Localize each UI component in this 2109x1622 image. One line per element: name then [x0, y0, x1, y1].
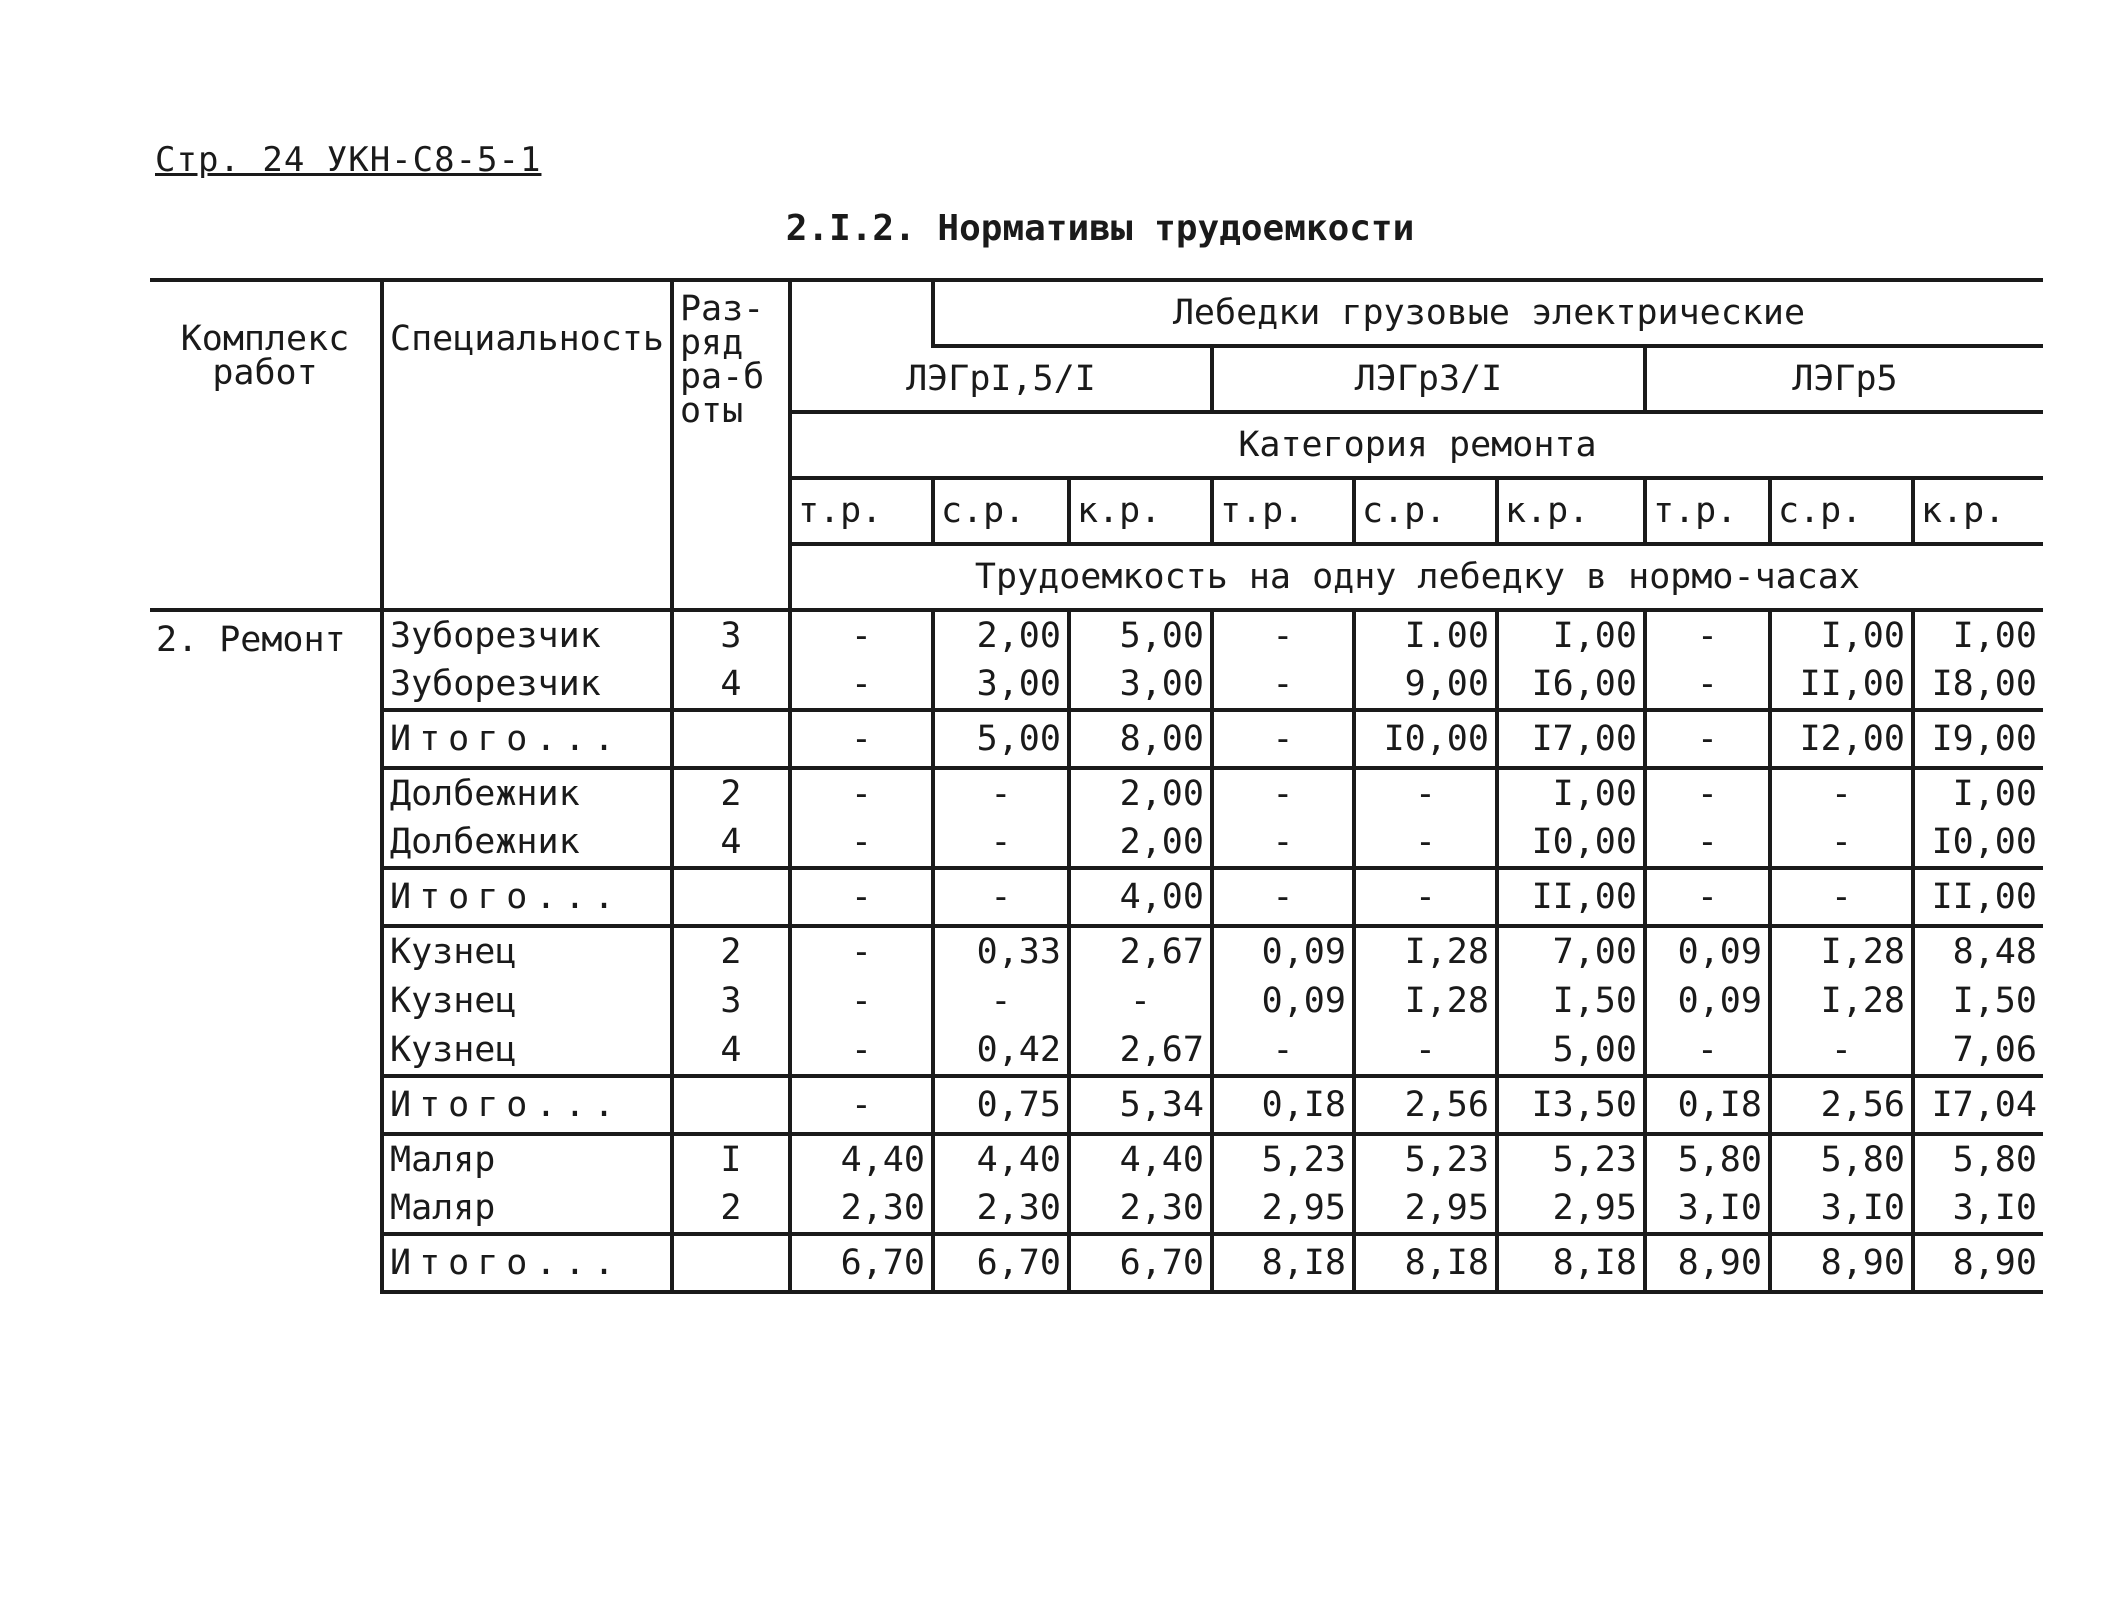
value-cell: I.00	[1354, 610, 1497, 660]
total-value-cell: 8,00	[1069, 710, 1212, 768]
value-cell: I,00	[1770, 610, 1913, 660]
grade-cell: 3	[672, 976, 790, 1026]
grade-cell: 3	[672, 610, 790, 660]
value-cell: -	[790, 610, 933, 660]
value-cell: -	[1212, 660, 1354, 710]
value-cell: 5,23	[1212, 1134, 1354, 1184]
value-cell: 2,30	[933, 1184, 1069, 1234]
value-cell: -	[790, 660, 933, 710]
value-cell: -	[790, 768, 933, 818]
table-row	[150, 926, 2043, 976]
grade-cell: 4	[672, 660, 790, 710]
value-cell: I,28	[1354, 926, 1497, 976]
total-value-cell: 8,90	[1770, 1234, 1913, 1292]
value-cell: 3,I0	[1645, 1184, 1770, 1234]
model-header-1: ЛЭГрI,5/I	[790, 346, 1212, 412]
value-cell: -	[1645, 660, 1770, 710]
value-cell: 4,40	[790, 1134, 933, 1184]
value-cell: I,28	[1770, 976, 1913, 1026]
value-cell: 3,I0	[1770, 1184, 1913, 1234]
value-cell: 2,95	[1212, 1184, 1354, 1234]
model-header-3: ЛЭГр5	[1645, 346, 2043, 412]
total-value-cell: 6,70	[790, 1234, 933, 1292]
specialty-cell: Кузнец	[382, 1026, 672, 1076]
value-cell: -	[1212, 1026, 1354, 1076]
specialty-header: Специальность	[382, 280, 672, 610]
total-row	[150, 1076, 2043, 1134]
value-cell: -	[1645, 610, 1770, 660]
value-cell: -	[1212, 818, 1354, 868]
value-cell: 5,23	[1354, 1134, 1497, 1184]
value-cell: 5,00	[1497, 1026, 1645, 1076]
value-cell: I,00	[1913, 768, 2043, 818]
value-cell: 2,30	[790, 1184, 933, 1234]
total-value-cell: 8,90	[1913, 1234, 2043, 1292]
grade-cell: 2	[672, 1184, 790, 1234]
total-value-cell: 5,34	[1069, 1076, 1212, 1134]
value-cell: 4,40	[933, 1134, 1069, 1184]
value-cell: 2,30	[1069, 1184, 1212, 1234]
specialty-cell: Долбежник	[382, 818, 672, 868]
value-cell: 5,80	[1645, 1134, 1770, 1184]
category-header: к.р.	[1913, 478, 2043, 544]
value-cell: -	[1645, 1026, 1770, 1076]
total-value-cell: 8,I8	[1212, 1234, 1354, 1292]
value-cell: -	[1645, 818, 1770, 868]
value-cell: 2,67	[1069, 926, 1212, 976]
value-cell: 0,09	[1645, 976, 1770, 1026]
table-row	[150, 768, 2043, 818]
table-row	[150, 1026, 2043, 1076]
specialty-cell: Долбежник	[382, 768, 672, 818]
value-cell: 0,09	[1645, 926, 1770, 976]
value-cell: 2,00	[933, 610, 1069, 660]
grade-cell: I	[672, 1134, 790, 1184]
table-row	[150, 976, 2043, 1026]
value-cell: I0,00	[1913, 818, 2043, 868]
value-cell: I,28	[1354, 976, 1497, 1026]
value-cell: -	[790, 976, 933, 1026]
value-cell: -	[1212, 768, 1354, 818]
total-value-cell: I2,00	[1770, 710, 1913, 768]
value-cell: -	[1770, 818, 1913, 868]
category-header: к.р.	[1497, 478, 1645, 544]
value-cell: I8,00	[1913, 660, 2043, 710]
grade-cell-empty	[672, 868, 790, 926]
total-label: Итого...	[382, 868, 672, 926]
category-header: т.р.	[790, 478, 933, 544]
total-row	[150, 710, 2043, 768]
header-blank	[790, 280, 933, 346]
total-value-cell: 2,56	[1770, 1076, 1913, 1134]
value-cell: -	[1354, 818, 1497, 868]
value-cell: 2,00	[1069, 768, 1212, 818]
table-row	[150, 818, 2043, 868]
total-value-cell: I3,50	[1497, 1076, 1645, 1134]
total-label: Итого...	[382, 1076, 672, 1134]
total-value-cell: I7,00	[1497, 710, 1645, 768]
grade-header: Раз-ряд ра-боты	[672, 280, 790, 610]
category-header: с.р.	[933, 478, 1069, 544]
total-value-cell: 2,56	[1354, 1076, 1497, 1134]
grade-cell-empty	[672, 1234, 790, 1292]
specialty-cell: Маляр	[382, 1134, 672, 1184]
value-cell: 3,00	[1069, 660, 1212, 710]
value-cell: 9,00	[1354, 660, 1497, 710]
category-header: т.р.	[1212, 478, 1354, 544]
specialty-cell: Кузнец	[382, 976, 672, 1026]
grade-cell: 4	[672, 1026, 790, 1076]
grade-cell: 2	[672, 768, 790, 818]
total-value-cell: -	[1770, 868, 1913, 926]
value-cell: 5,23	[1497, 1134, 1645, 1184]
value-cell: 4,40	[1069, 1134, 1212, 1184]
total-value-cell: II,00	[1497, 868, 1645, 926]
total-value-cell: 0,75	[933, 1076, 1069, 1134]
page-reference: Стр. 24 УКН-С8-5-1	[155, 140, 542, 180]
value-cell: 2,00	[1069, 818, 1212, 868]
value-cell: I,50	[1497, 976, 1645, 1026]
value-cell: 0,09	[1212, 926, 1354, 976]
table-row	[150, 1184, 2043, 1234]
value-cell: -	[790, 818, 933, 868]
total-value-cell: -	[1645, 710, 1770, 768]
value-cell: -	[1770, 1026, 1913, 1076]
table-row	[150, 610, 2043, 660]
value-cell: -	[933, 768, 1069, 818]
value-cell: 0,42	[933, 1026, 1069, 1076]
total-value-cell: 5,00	[933, 710, 1069, 768]
value-cell: I,00	[1497, 768, 1645, 818]
grade-cell: 2	[672, 926, 790, 976]
specialty-cell: Зуборезчик	[382, 610, 672, 660]
value-cell: -	[1645, 768, 1770, 818]
total-value-cell: -	[1645, 868, 1770, 926]
complex-name: 2. Ремонт	[150, 610, 382, 1292]
value-cell: 3,I0	[1913, 1184, 2043, 1234]
total-value-cell: I7,04	[1913, 1076, 2043, 1134]
total-value-cell: -	[1212, 868, 1354, 926]
value-cell: 3,00	[933, 660, 1069, 710]
total-value-cell: 8,I8	[1354, 1234, 1497, 1292]
total-label: Итого...	[382, 1234, 672, 1292]
total-label: Итого...	[382, 710, 672, 768]
value-cell: 5,00	[1069, 610, 1212, 660]
value-cell: I,00	[1913, 610, 2043, 660]
value-cell: -	[933, 818, 1069, 868]
labor-note-header: Трудоемкость на одну лебедку в нормо-часах	[790, 544, 2043, 610]
complex-header: Комплекс работ	[150, 280, 382, 610]
total-value-cell: 6,70	[933, 1234, 1069, 1292]
total-row	[150, 868, 2043, 926]
total-value-cell: -	[1354, 868, 1497, 926]
value-cell: -	[790, 1026, 933, 1076]
total-value-cell: 8,90	[1645, 1234, 1770, 1292]
total-value-cell: II,00	[1913, 868, 2043, 926]
value-cell: I0,00	[1497, 818, 1645, 868]
value-cell: I,50	[1913, 976, 2043, 1026]
value-cell: 2,67	[1069, 1026, 1212, 1076]
total-value-cell: I9,00	[1913, 710, 2043, 768]
total-value-cell: 4,00	[1069, 868, 1212, 926]
value-cell: 7,06	[1913, 1026, 2043, 1076]
total-value-cell: -	[790, 710, 933, 768]
value-cell: 2,95	[1354, 1184, 1497, 1234]
total-value-cell: 8,I8	[1497, 1234, 1645, 1292]
value-cell: 0,09	[1212, 976, 1354, 1026]
value-cell: I,00	[1497, 610, 1645, 660]
specialty-cell: Зуборезчик	[382, 660, 672, 710]
value-cell: 8,48	[1913, 926, 2043, 976]
total-value-cell: 6,70	[1069, 1234, 1212, 1292]
repair-category-header: Категория ремонта	[790, 412, 2043, 478]
value-cell: 0,33	[933, 926, 1069, 976]
total-value-cell: 0,I8	[1645, 1076, 1770, 1134]
table-row	[150, 1134, 2043, 1184]
model-header-2: ЛЭГр3/I	[1212, 346, 1645, 412]
total-value-cell: -	[790, 1076, 933, 1134]
value-cell: -	[1212, 610, 1354, 660]
value-cell: -	[790, 926, 933, 976]
value-cell: I6,00	[1497, 660, 1645, 710]
value-cell: 2,95	[1497, 1184, 1645, 1234]
category-header: с.р.	[1354, 478, 1497, 544]
value-cell: 7,00	[1497, 926, 1645, 976]
category-header: к.р.	[1069, 478, 1212, 544]
total-value-cell: I0,00	[1354, 710, 1497, 768]
category-header: с.р.	[1770, 478, 1913, 544]
value-cell: II,00	[1770, 660, 1913, 710]
value-cell: 5,80	[1913, 1134, 2043, 1184]
specialty-cell: Кузнец	[382, 926, 672, 976]
total-value-cell: -	[1212, 710, 1354, 768]
total-value-cell: -	[933, 868, 1069, 926]
total-row	[150, 1234, 2043, 1292]
value-cell: 5,80	[1770, 1134, 1913, 1184]
grade-cell-empty	[672, 1076, 790, 1134]
value-cell: -	[1770, 768, 1913, 818]
page-title: 2.I.2. Нормативы трудоемкости	[785, 208, 1415, 249]
value-cell: -	[1354, 768, 1497, 818]
total-value-cell: -	[790, 868, 933, 926]
table-row	[150, 660, 2043, 710]
specialty-cell: Маляр	[382, 1184, 672, 1234]
grade-cell-empty	[672, 710, 790, 768]
labor-norms-table	[150, 278, 2043, 1294]
value-cell: I,28	[1770, 926, 1913, 976]
total-value-cell: 0,I8	[1212, 1076, 1354, 1134]
category-header: т.р.	[1645, 478, 1770, 544]
value-cell: -	[1069, 976, 1212, 1026]
grade-cell: 4	[672, 818, 790, 868]
value-cell: -	[1354, 1026, 1497, 1076]
winches-header: Лебедки грузовые электрические	[933, 280, 2043, 346]
value-cell: -	[933, 976, 1069, 1026]
